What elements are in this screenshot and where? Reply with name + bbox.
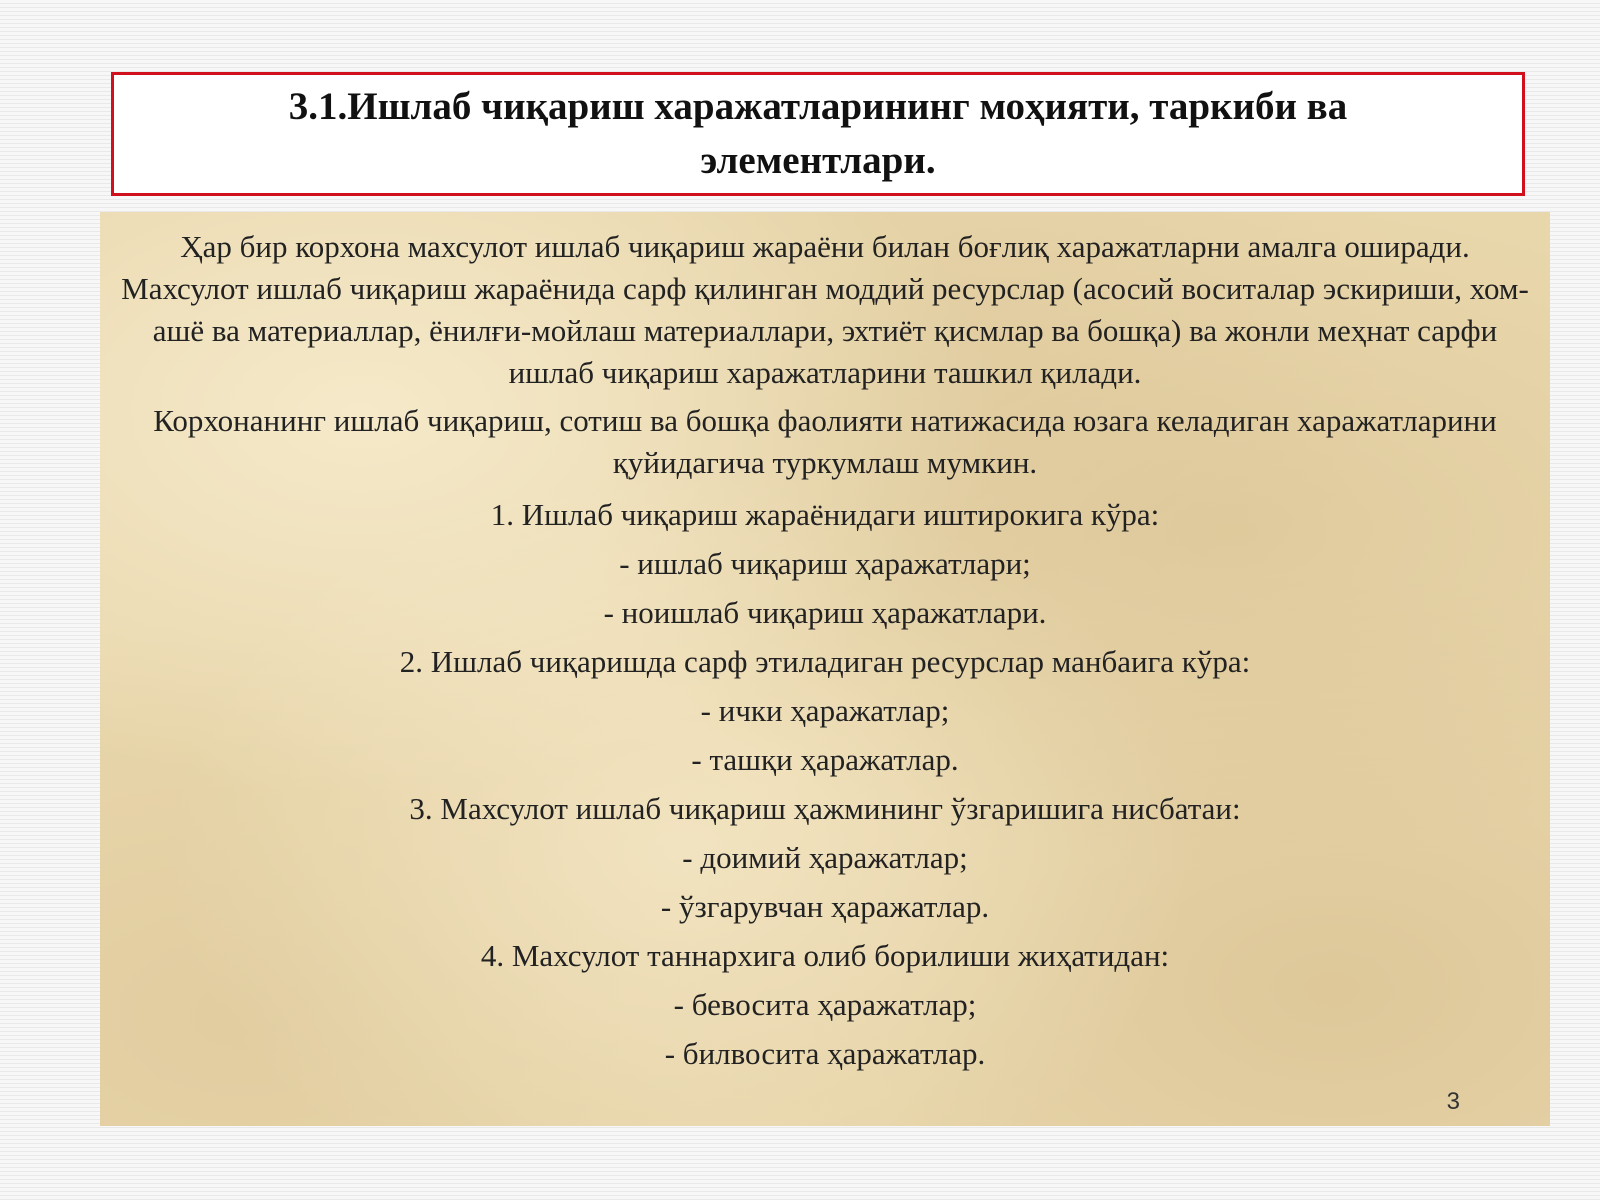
page-number: 3 <box>1446 1088 1460 1115</box>
list-item: 4. Махсулот таннархига олиб борилиши жиҳатидан: <box>480 938 1170 973</box>
list-item: - бевосита ҳаражатлар; <box>673 987 977 1022</box>
list-item: - ўзгарувчан ҳаражатлар. <box>660 889 990 924</box>
paragraph-2: Корхонанинг ишлаб чиқариш, сотиш ва бошқа фаолияти натижасида юзага келадиган харажатларини қуйидагича туркумлаш мумкин. <box>153 403 1497 480</box>
content-panel <box>100 212 1550 1126</box>
list-item: 3. Махсулот ишлаб чиқариш ҳажмининг ўзгаришига нисбатаи: <box>409 791 1241 826</box>
list-item: - доимий ҳаражатлар; <box>682 840 968 875</box>
list-item: - ишлаб чиқариш ҳаражатлари; <box>619 546 1031 581</box>
list-item: - ноишлаб чиқариш ҳаражатлари. <box>603 595 1047 630</box>
list-item: - ички ҳаражатлар; <box>700 693 950 728</box>
title-box <box>111 72 1525 196</box>
slide-title: 3.1.Ишлаб чиқариш харажатларининг моҳияти, таркиби ва элементлари. <box>288 85 1348 182</box>
list-item: 1. Ишлаб чиқариш жараёнидаги иштирокига кўра: <box>490 497 1160 532</box>
list-item: - ташқи ҳаражатлар. <box>691 742 959 777</box>
list-item: 2. Ишлаб чиқаришда сарф этиладиган ресурслар манбаига кўра: <box>399 644 1251 679</box>
paragraph-1: Ҳар бир корхона махсулот ишлаб чиқариш жараёни билан боғлиқ харажатларни амалга оширади. Махсулот ишлаб чиқариш жараёнида сарф қилинган моддий ресурслар (асосий воситалар эскириши, хом-ашё ва материаллар, ёнилғи-мойлаш материаллари, эхтиёт қисмлар ва бошқа) ва жонли меҳнат сарфи ишлаб чиқариш харажатларини ташкил қилади. <box>121 229 1529 390</box>
list-item: - билвосита ҳаражатлар. <box>664 1036 986 1071</box>
